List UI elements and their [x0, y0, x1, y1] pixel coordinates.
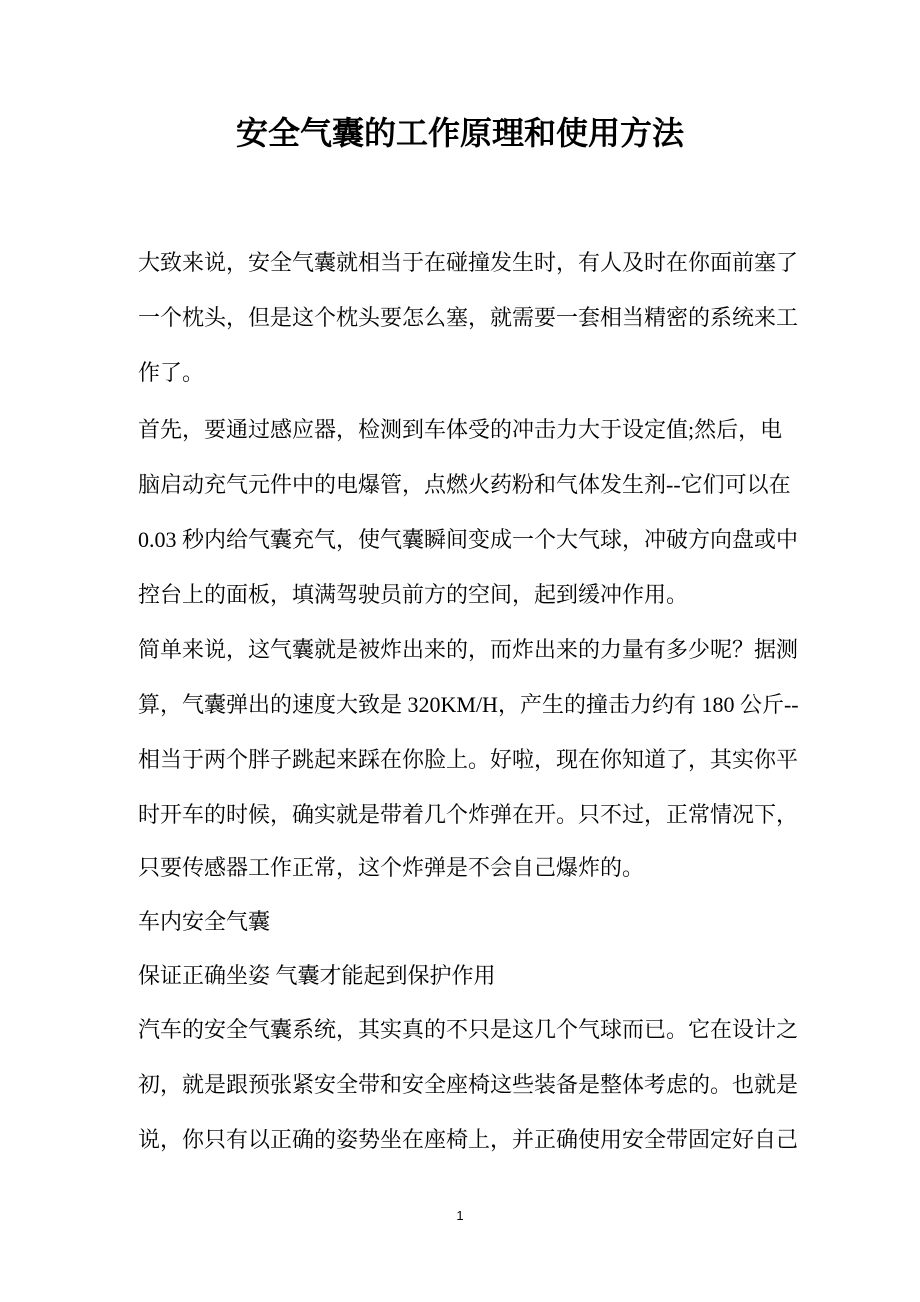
text-line: 控台上的面板，填满驾驶员前方的空间，起到缓冲作用。: [138, 582, 689, 607]
text-line: 初，就是跟预张紧安全带和安全座椅这些装备是整体考虑的。也就是: [138, 1072, 799, 1097]
page-number: 1: [456, 1208, 464, 1223]
text-line: 车内安全气囊: [138, 909, 271, 934]
text-line: 首先，要通过感应器，检测到车体受的冲击力大于设定值;然后，电: [138, 417, 783, 442]
text-line: 算，气囊弹出的速度大致是 320KM/H，产生的撞击力约有 180 公斤--: [138, 692, 799, 717]
text-line: 一个枕头，但是这个枕头要怎么塞，就需要一套相当精密的系统来工: [138, 305, 799, 330]
text-line: 作了。: [138, 360, 205, 385]
text-line: 只要传感器工作正常，这个炸弹是不会自己爆炸的。: [138, 855, 645, 880]
text-line: 汽车的安全气囊系统，其实真的不只是这几个气球而已。它在设计之: [138, 1017, 799, 1042]
text-line: 保证正确坐姿 气囊才能起到保护作用: [138, 963, 496, 988]
text-line: 脑启动充气元件中的电爆管，点燃火药粉和气体发生剂--它们可以在: [138, 472, 791, 497]
text-line: 0.03 秒内给气囊充气，使气囊瞬间变成一个大气球，冲破方向盘或中: [138, 527, 799, 552]
document-title: 安全气囊的工作原理和使用方法: [235, 115, 684, 151]
text-line: 相当于两个胖子跳起来踩在你脸上。好啦，现在你知道了，其实你平: [138, 747, 799, 772]
text-line: 说，你只有以正确的姿势坐在座椅上，并正确使用安全带固定好自己: [138, 1127, 799, 1152]
text-line: 时开车的时候，确实就是带着几个炸弹在开。只不过，正常情况下，: [138, 802, 799, 827]
text-line: 简单来说，这气囊就是被炸出来的，而炸出来的力量有多少呢？据测: [138, 637, 799, 662]
text-line: 大致来说，安全气囊就相当于在碰撞发生时，有人及时在你面前塞了: [138, 250, 799, 275]
